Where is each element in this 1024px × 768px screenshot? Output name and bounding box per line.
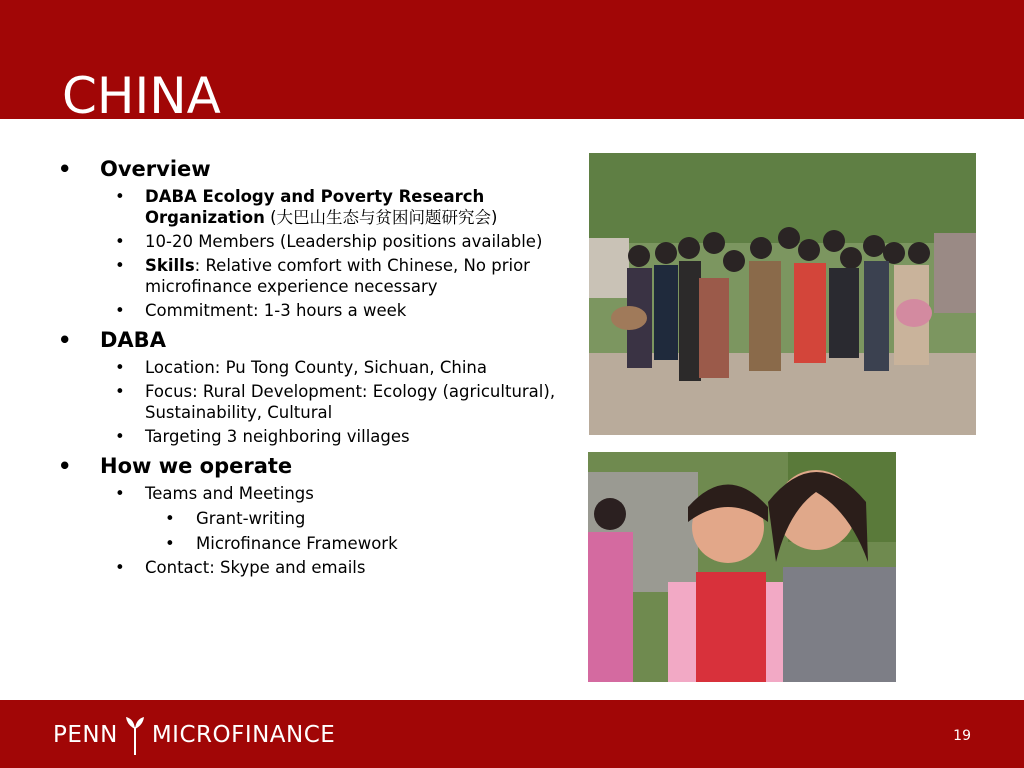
item-text: Teams and Meetings xyxy=(145,484,314,503)
logo-text-right: MICROFINANCE xyxy=(151,722,336,748)
penn-microfinance-logo xyxy=(53,713,335,757)
page-number: 19 xyxy=(953,728,971,744)
group-photo xyxy=(589,153,976,435)
item-text: Focus: Rural Development: Ecology (agricultural), Sustainability, Cultural xyxy=(145,382,556,422)
item-text: Contact: Skype and emails xyxy=(145,558,366,577)
item-bold-text: DABA Ecology and Poverty Research Organization xyxy=(145,187,485,227)
item-text: Commitment: 1-3 hours a week xyxy=(145,301,407,320)
slide-title: CHINA xyxy=(62,67,221,125)
list-item xyxy=(100,300,568,321)
list-item xyxy=(100,426,568,447)
section-heading-overview: • Overview xyxy=(58,154,568,184)
item-bold-text: Skills xyxy=(145,256,195,275)
item-text: : Relative comfort with Chinese, No prior microfinance experience necessary xyxy=(145,256,530,296)
section-heading-daba: • DABA xyxy=(58,325,568,355)
portrait-photo xyxy=(588,452,896,682)
sub-list-item: • Grant-writing xyxy=(145,508,568,529)
list-item xyxy=(100,557,568,578)
item-text: 10-20 Members (Leadership positions available) xyxy=(145,232,543,251)
list-item xyxy=(100,357,568,378)
item-text: (大巴山生态与贫困问题研究会) xyxy=(264,208,498,227)
list-item xyxy=(100,255,568,297)
item-text: Targeting 3 neighboring villages xyxy=(145,427,410,446)
bullet-content xyxy=(58,154,568,578)
sprout-icon xyxy=(124,715,146,755)
list-item xyxy=(100,381,568,423)
item-text: Location: Pu Tong County, Sichuan, China xyxy=(145,358,487,377)
list-item xyxy=(100,483,568,504)
sub-list-item: • Microfinance Framework xyxy=(145,533,568,554)
section-heading-how-we-operate: • How we operate xyxy=(58,451,568,481)
portrait-photo-illustration xyxy=(588,452,896,682)
list-item xyxy=(100,186,568,228)
group-photo-illustration xyxy=(589,153,976,435)
list-item xyxy=(100,231,568,252)
logo-text-left: PENN xyxy=(53,722,118,748)
